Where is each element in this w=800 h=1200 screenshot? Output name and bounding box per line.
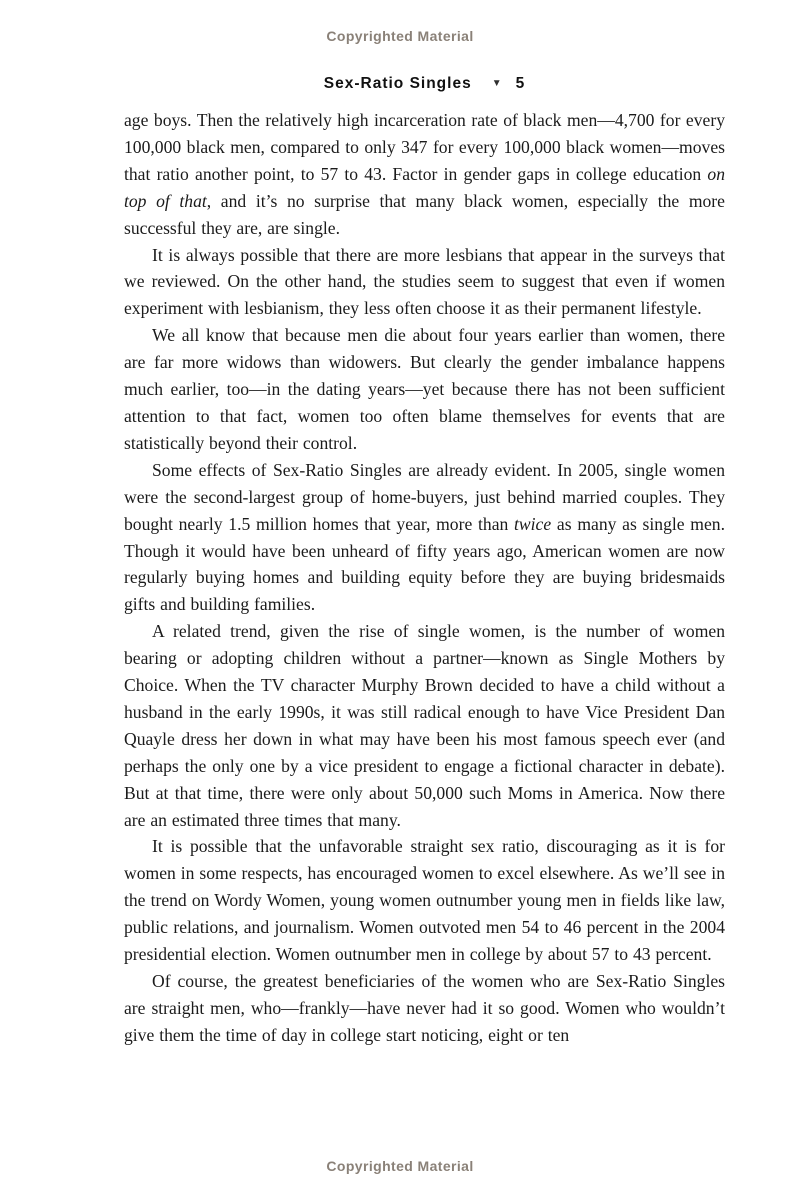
- paragraph-1: [124, 107, 725, 242]
- text-run: as many as single men. Though it would have been unheard of fifty years ago, American women are now regularly buying homes and building equity before they are buying bridesmaids gifts and building families.: [124, 513, 726, 615]
- page-body: [124, 107, 725, 1049]
- paragraph-4: [124, 457, 725, 618]
- text-run-italic: on top of that: [124, 163, 725, 211]
- text-run-italic: twice: [514, 513, 552, 534]
- text-run: We all know that because men die about four years earlier than women, there are far more widows than widowers. But clearly the gender imbalance happens much earlier, too—in the dating years—yet because there has not been sufficient attention to that fact, women too often blame themselves for events that are statistically beyond their control.: [124, 325, 725, 453]
- paragraph-7: [124, 968, 725, 1049]
- text-run: A related trend, given the rise of single women, is the number of women bearing or adopting children without a partner—known as Single Mothers by Choice. When the TV character Murphy Brown decided to have a child without a husband in the early 1990s, it was still radical enough to have Vice President Dan Quayle dress her down in what may have been his most famous speech ever (and perhaps the only one by a vice president to engage a fictional character in debate). But at that time, there were only about 50,000 such Moms in America. Now there are an estimated three times that many.: [124, 621, 725, 830]
- paragraph-3: [124, 322, 725, 457]
- page-number: 5: [515, 75, 526, 92]
- copyright-notice-top: Copyrighted Material: [326, 28, 474, 44]
- text-run: , and it’s no surprise that many black women, especially the more successful they are, are single.: [124, 190, 725, 238]
- copyright-notice-bottom: Copyrighted Material: [326, 1158, 474, 1174]
- paragraph-5: [124, 618, 725, 833]
- triangle-icon: ▼: [491, 78, 502, 89]
- paragraph-6: [124, 833, 725, 968]
- text-run: Of course, the greatest beneficiaries of the women who are Sex-Ratio Singles are straight men, who—frankly—have never had it so good. Women who wouldn’t give them the time of day in college start noticing, eight or ten: [124, 971, 725, 1045]
- text-run: age boys. Then the relatively high incarceration rate of black men—4,700 for every 100,000 black men, compared to only 347 for every 100,000 black women—moves that ratio another point, to 57 to 43. Factor in gender gaps in college education: [124, 110, 725, 184]
- running-header: [124, 75, 725, 93]
- text-run: It is always possible that there are more lesbians that appear in the surveys that we reviewed. On the other hand, the studies seem to suggest that even if women experiment with lesbianism, they less often choose it as their permanent lifestyle.: [124, 244, 725, 319]
- text-run: Some effects of Sex-Ratio Singles are already evident. In 2005, single women were the second-largest group of home-buyers, just behind married couples. They bought nearly 1.5 million homes that year, more than: [124, 459, 725, 534]
- paragraph-2: [124, 242, 725, 323]
- text-run: It is possible that the unfavorable straight sex ratio, discouraging as it is for women in some respects, has encouraged women to excel elsewhere. As we’ll see in the trend on Wordy Women, young women outnumber young men in fields like law, public relations, and journalism. Women outvoted men 54 to 46 percent in the 2004 presidential election. Women outnumber men in college by about 57 to 43 percent.: [124, 836, 725, 965]
- running-header-title: Sex-Ratio Singles: [323, 75, 472, 92]
